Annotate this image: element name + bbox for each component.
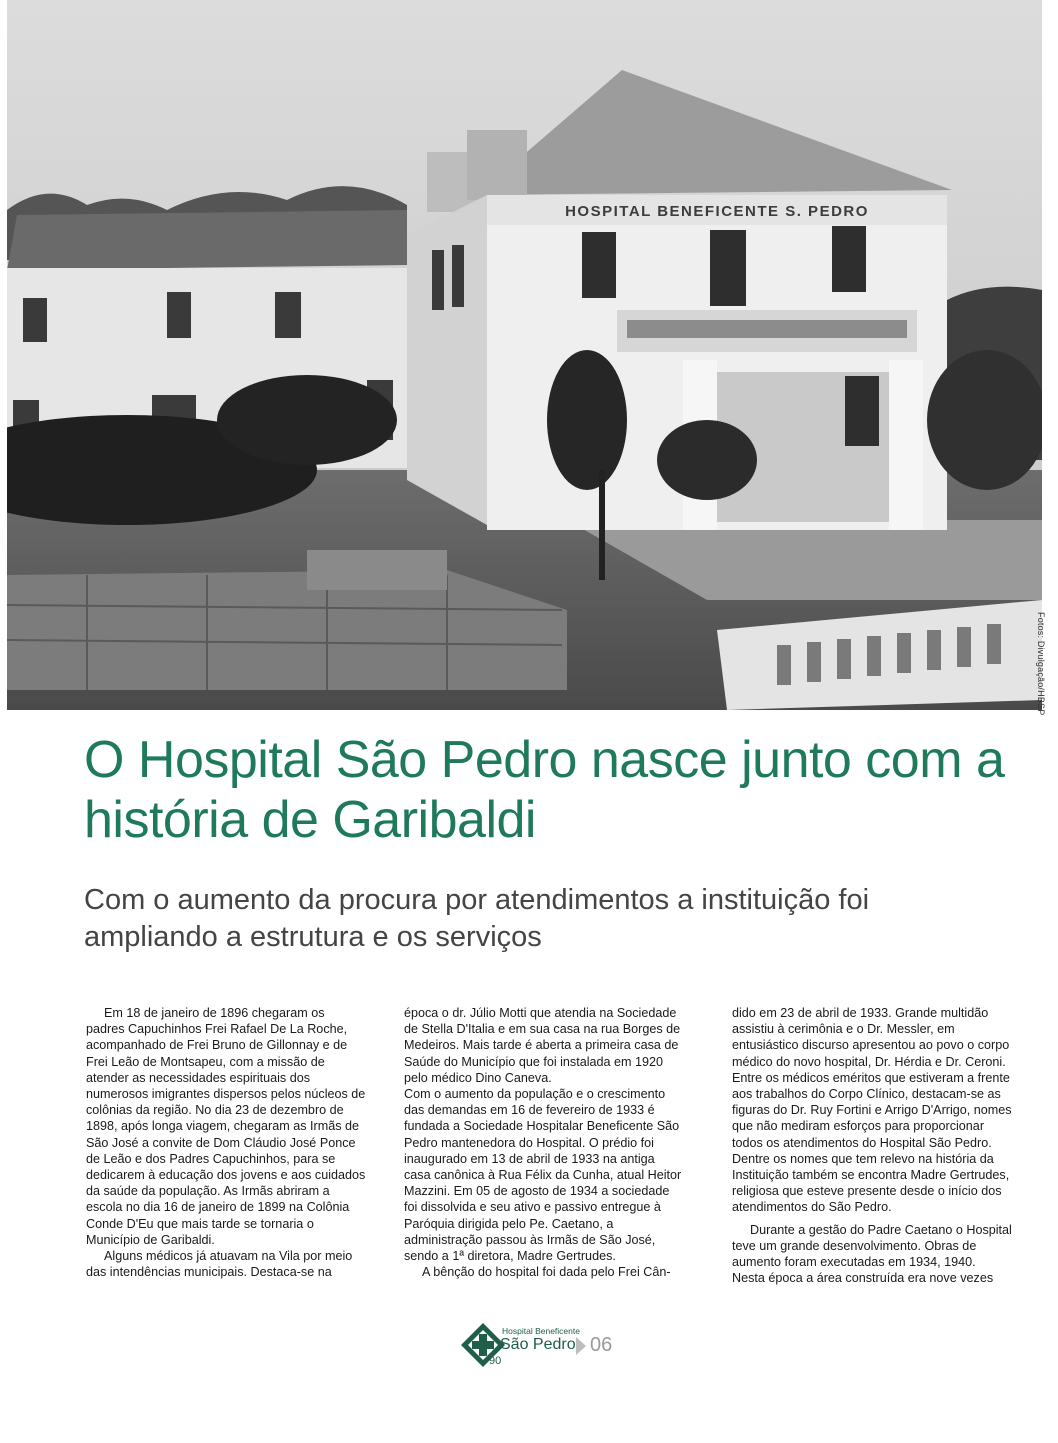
- article-column-2: [404, 1005, 684, 1280]
- paragraph: Em 18 de janeiro de 1896 chegaram os padres Capuchinhos Frei Rafael De La Roche, acompanhado de Frei Bruno de Gillonnay e de Frei Leão de Montsapeu, com a missão de atender as necessidades espirituais dos numerosos imigrantes dispersos pelos núcleos de colônias da região. No dia 23 de dezembro de 1898, após longa viagem, chegaram as Irmãs de São José a convite de Dom Cláudio José Ponce de Leão e dos Padres Capuchinhos, para se dedicarem à educação dos jovens e aos cuidados da saúde da população. As Irmãs abriram a escola no dia 16 de janeiro de 1899 na Colônia Conde D'Eu que mais tarde se tornaria o Município de Garibaldi.: [86, 1006, 366, 1247]
- paragraph: A bênção do hospital foi dada pelo Frei Cân-: [422, 1265, 671, 1280]
- article-column-1: [86, 1005, 366, 1280]
- logo-small-text: Hospital Beneficente: [502, 1326, 580, 1336]
- photo-sign-text: HOSPITAL BENEFICENTE S. PEDRO: [565, 203, 869, 220]
- hospital-historic-photo: [7, 0, 1042, 710]
- arrow-right-icon: [576, 1337, 586, 1355]
- paragraph: dido em 23 de abril de 1933. Grande multidão assistiu à cerimônia e o Dr. Messler, em entusiástico discurso apresentou ao povo o corpo médico do novo hospital, Dr. Hérdia e Dr. Ceroni. Entre os médicos eméritos que estiveram a frente aos trabalhos do Corpo Clínico, destacam-se as figuras do Dr. Ruy Fortini e Arrigo D'Arrigo, nomes que não mediram esforços para proporcionar todos os atendimentos do Hospital São Pedro. Dentre os nomes que tem relevo na história da Instituição também se encontra Madre Gertrudes, religiosa que esteve presente desde o início dos atendimentos do São Pedro.: [732, 1006, 1012, 1215]
- logo-name: São Pedro: [500, 1336, 576, 1353]
- photo-illustration: [7, 0, 1042, 710]
- photo-credit: Fotos: Divulgação/HBSP: [1036, 612, 1046, 716]
- article-column-3: [732, 1005, 1012, 1286]
- article-subhead: Com o aumento da procura por atendimentos a instituição foi ampliando a estrutura e os serviços: [84, 884, 870, 953]
- article-headline: O Hospital São Pedro nasce junto com a história de Garibaldi: [84, 731, 1005, 849]
- logo-anniversary: 90: [489, 1355, 502, 1367]
- page-number: 06: [590, 1334, 613, 1356]
- footer-logo: [460, 1322, 630, 1368]
- paragraph: Com o aumento da população e o crescimento das demandas em 16 de fevereiro de 1933 é fundada a Sociedade Hospitalar Beneficente São Pedro mantenedora do Hospital. O prédio foi inaugurado em 13 de abril de 1933 na antiga casa canônica à Rua Félix da Cunha, atual Heitor Mazzini. Em 05 de agosto de 1934 a sociedade foi dissolvida e seu ativo e passivo entregue à Paróquia dirigida pelo Pe. Caetano, a administração passou às Irmãs de São José, sendo a 1ª diretora, Madre Gertrudes.: [404, 1087, 682, 1264]
- paragraph: Durante a gestão do Padre Caetano o Hospital teve um grande desenvolvimento. Obras de aumento foram executadas em 1934, 1940. Nesta época a área construída era nove vezes: [732, 1222, 1012, 1286]
- paragraph: Alguns médicos já atuavam na Vila por meio das intendências municipais. Destaca-se na: [86, 1249, 353, 1280]
- article-body: [86, 1005, 1016, 1305]
- paragraph: época o dr. Júlio Motti que atendia na Sociedade de Stella D'Italia e em sua casa na rua Borges de Medeiros. Mais tarde é aberta a primeira casa de Saúde do Município que foi instalada em 1920 pelo médico Dino Caneva.: [404, 1006, 681, 1085]
